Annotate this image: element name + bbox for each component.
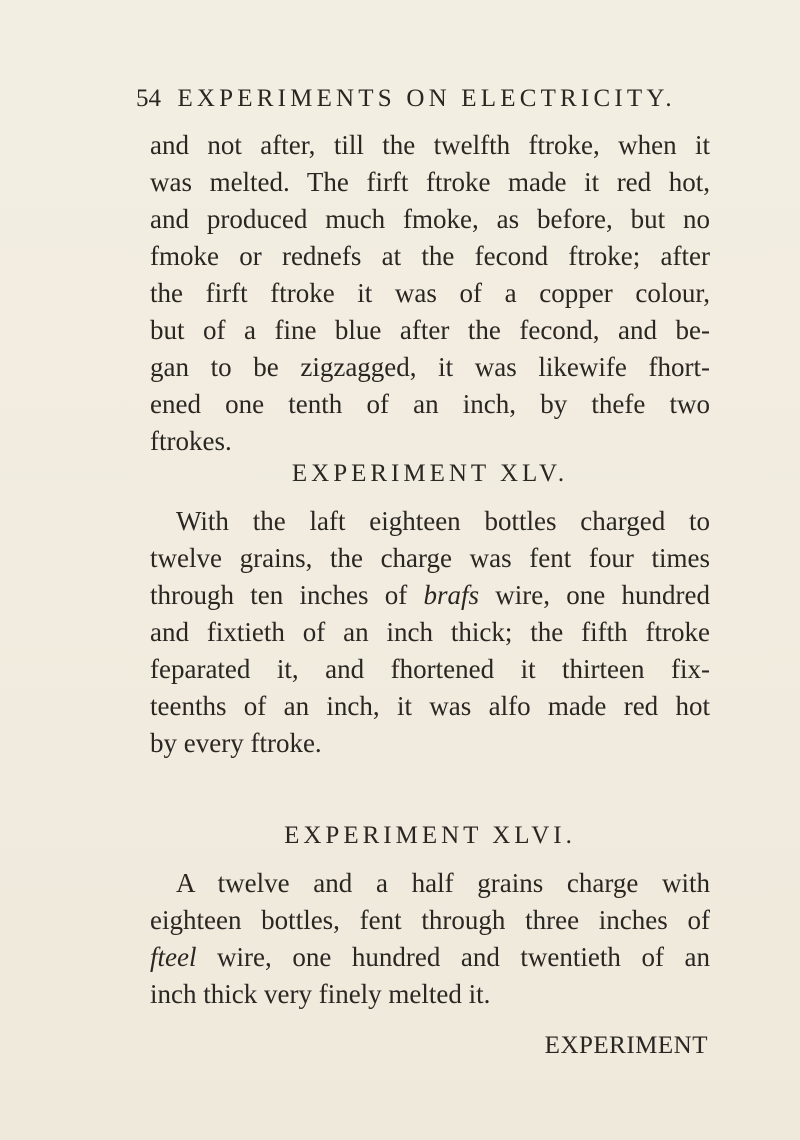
text-line: and fixtieth of an inch thick; the fifth ftroke	[150, 617, 710, 647]
text-line: ftrokes.	[150, 426, 232, 456]
text-line	[150, 577, 710, 614]
text-line: the firft ftroke it was of a copper colour,	[150, 278, 710, 308]
experiment-45-heading: EXPERIMENT XLV.	[291, 460, 569, 487]
text-line	[150, 939, 710, 976]
text-fragment: wire, one hundred and twentieth of an	[196, 942, 710, 972]
text-line: but of a fine blue after the fecond, and be-	[150, 315, 710, 345]
italic-word: brafs	[423, 580, 480, 610]
text-line: twelve grains, the charge was fent four times	[150, 543, 710, 573]
experiment-46-paragraph	[150, 865, 710, 1013]
text-line: by every ftroke.	[150, 728, 322, 758]
catchword: EXPERIMENT	[544, 1032, 708, 1059]
paragraph-continuation	[150, 127, 710, 460]
running-header	[136, 85, 716, 113]
text-fragment: wire, one hundred	[479, 580, 710, 610]
text-line: was melted. The firft ftroke made it red hot,	[150, 167, 710, 197]
text-line: feparated it, and fhortened it thirteen fix-	[150, 654, 710, 684]
text-line: inch thick very finely melted it.	[150, 979, 491, 1009]
italic-word: fteel	[150, 942, 197, 972]
text-line: gan to be zigzagged, it was likewife fhort-	[150, 352, 710, 382]
text-line: eighteen bottles, fent through three inches of	[150, 905, 710, 935]
text-line: and produced much fmoke, as before, but no	[150, 204, 710, 234]
text-line: and not after, till the twelfth ftroke, when it	[150, 130, 710, 160]
text-line: With the laft eighteen bottles charged to	[176, 506, 710, 536]
running-title: EXPERIMENTS ON ELECTRICITY.	[177, 85, 676, 112]
experiment-45-paragraph	[150, 503, 710, 762]
text-line: ened one tenth of an inch, by thefe two	[150, 389, 710, 419]
text-line: teenths of an inch, it was alfo made red hot	[150, 691, 710, 721]
page-number: 54	[136, 85, 161, 112]
experiment-46-heading: EXPERIMENT XLVI.	[284, 822, 576, 849]
text-line: fmoke or rednefs at the fecond ftroke; after	[150, 241, 710, 271]
text-fragment: through ten inches of	[150, 580, 424, 610]
text-line: A twelve and a half grains charge with	[176, 868, 710, 898]
